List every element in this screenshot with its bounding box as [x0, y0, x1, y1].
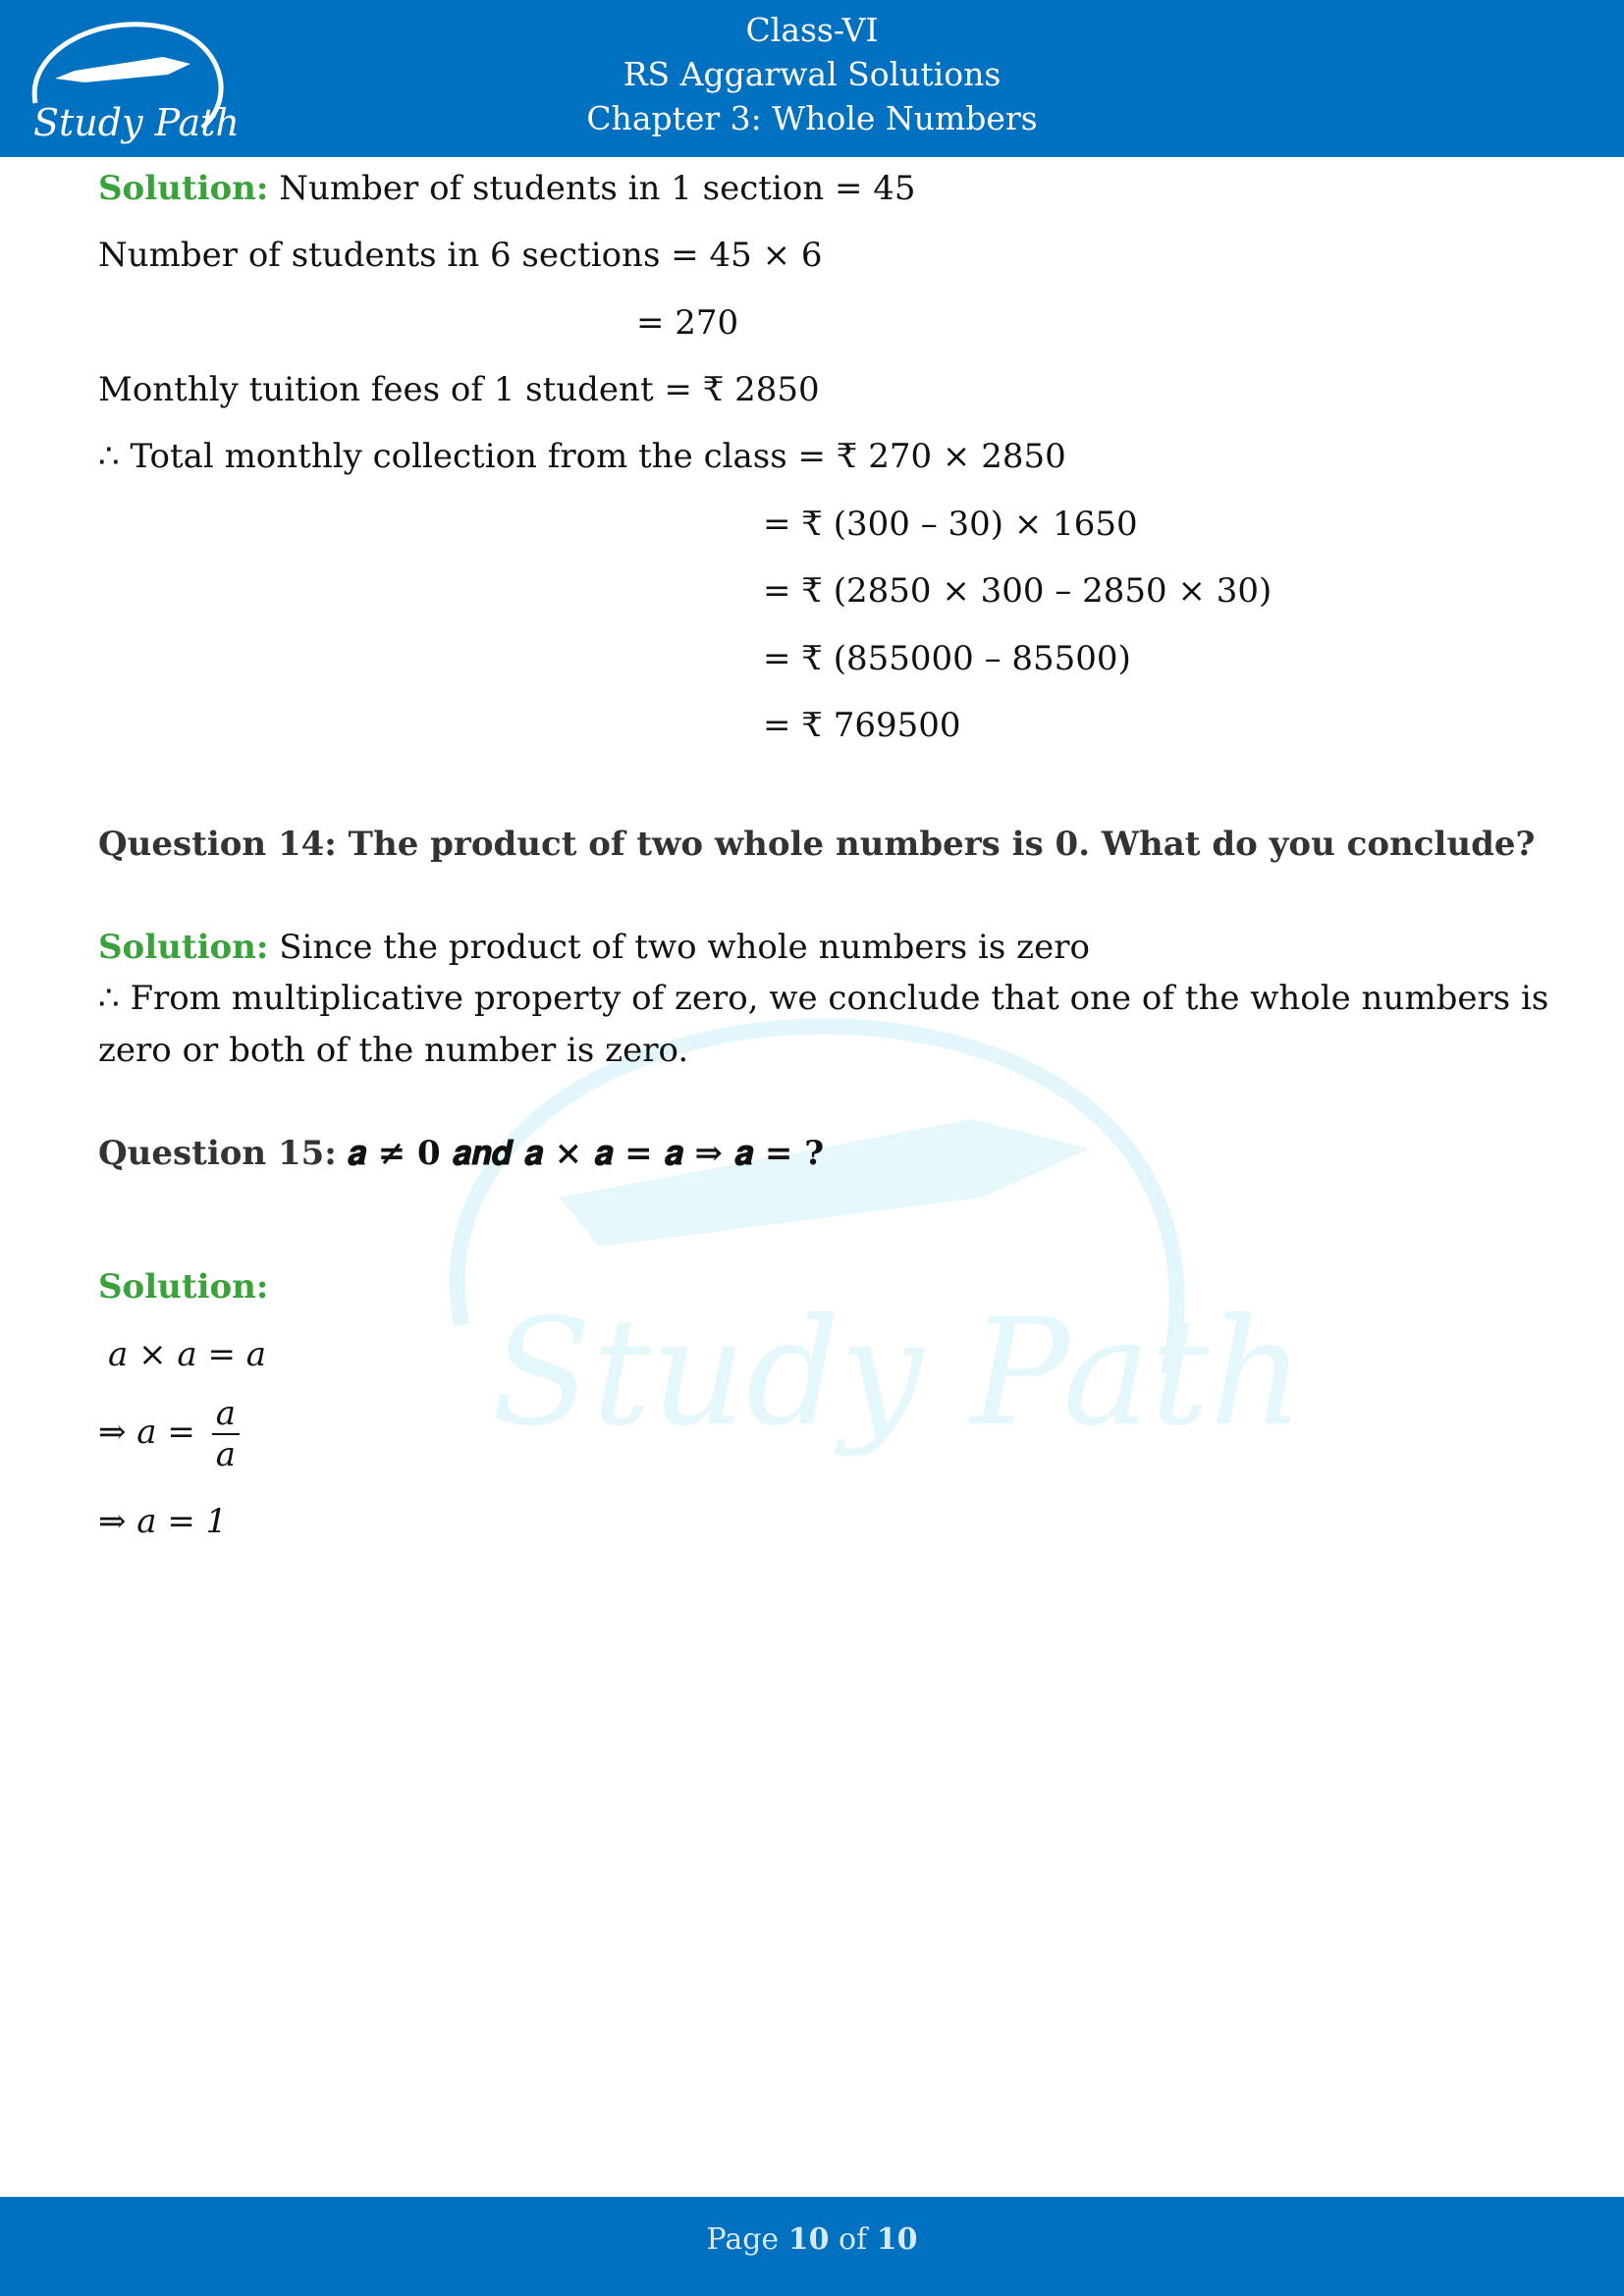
header-book: RS Aggarwal Solutions: [623, 55, 1001, 93]
solution-14-line-3: zero or both of the number is zero.: [98, 1031, 689, 1070]
solution-14-line-2: ∴ From multiplicative property of zero, we conclude that one of the whole numbers is: [98, 979, 1549, 1018]
solution-13-line-1: [98, 167, 916, 210]
svg-text:Study Path: Study Path: [33, 101, 240, 144]
solution-13-line-8: = ₹ (855000 – 85500): [763, 639, 1131, 678]
solution-13-line-4: Monthly tuition fees of 1 student = ₹ 2850: [98, 370, 820, 409]
header-class: Class-VI: [745, 11, 879, 49]
solution-13-line-7: = ₹ (2850 × 300 – 2850 × 30): [763, 571, 1272, 611]
solution-14-line-1: [98, 926, 1090, 969]
math-2-left: ⇒ a =: [98, 1413, 195, 1452]
question-14: Question 14: The product of two whole numbers is 0. What do you conclude?: [98, 825, 1536, 864]
solution-label: Solution:: [98, 169, 269, 208]
solution-13-line-3: = 270: [636, 303, 739, 343]
solution-15-label: Solution:: [98, 1267, 269, 1307]
fraction: [212, 1394, 240, 1474]
page-current: 10: [787, 2222, 830, 2257]
fraction-numerator: a: [212, 1394, 240, 1435]
of-word: of: [839, 2222, 868, 2257]
solution-15-math-3: ⇒ a = 1: [98, 1502, 228, 1541]
header-title-block: [0, 8, 1624, 140]
solution-13-line-2: Number of students in 6 sections = 45 × 6: [98, 236, 823, 275]
solution-text: Since the product of two whole numbers is zero: [279, 928, 1090, 967]
page-number: [0, 2220, 1624, 2260]
svg-text:Study Path: Study Path: [491, 1288, 1305, 1459]
solution-15-math-2: [98, 1394, 240, 1474]
solution-13-line-5: ∴ Total monthly collection from the class = ₹ 270 × 2850: [98, 437, 1066, 476]
solution-label: Solution:: [98, 928, 269, 967]
page-word: Page: [706, 2222, 780, 2257]
question-15-prefix: Question 15:: [98, 1134, 337, 1173]
solution-13-line-9: = ₹ 769500: [763, 706, 961, 745]
question-15: [98, 1132, 824, 1175]
solution-13-line-6: = ₹ (300 – 30) × 1650: [763, 505, 1138, 544]
fraction-denominator: a: [215, 1435, 236, 1474]
header-chapter: Chapter 3: Whole Numbers: [586, 99, 1038, 137]
solution-text: Number of students in 1 section = 45: [279, 169, 916, 208]
question-15-expression: 𝒂 ≠ 𝟎 𝒂𝒏𝒅 𝒂 × 𝒂 = 𝒂 ⇒ 𝒂 = ?: [347, 1134, 825, 1173]
solution-15-math-1: a × a = a: [108, 1335, 267, 1374]
page-total: 10: [876, 2222, 918, 2257]
